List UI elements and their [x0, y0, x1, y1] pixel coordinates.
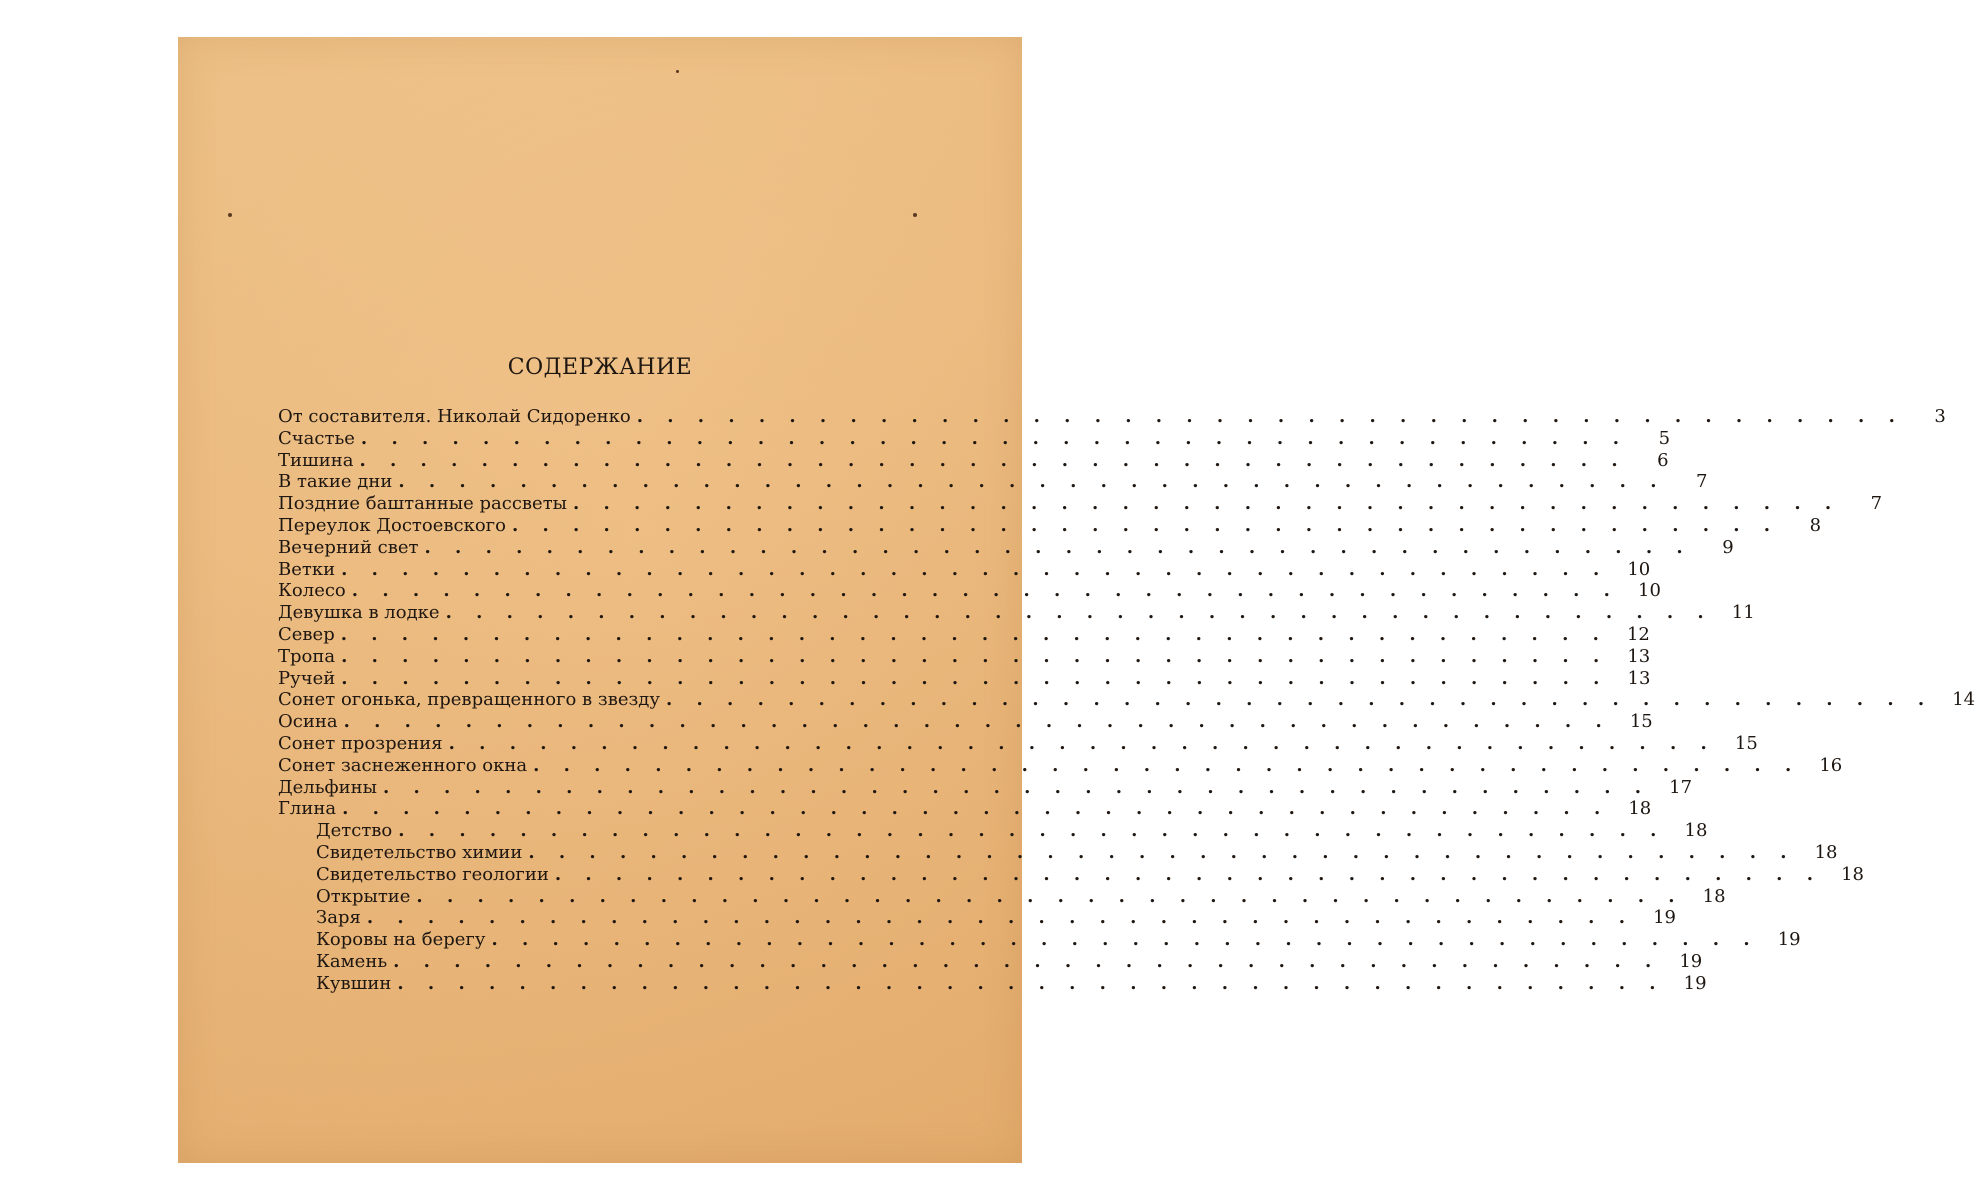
toc-entry [278, 798, 1652, 820]
toc-entry [278, 929, 1801, 951]
toc-entry-page-number: 12 [1626, 623, 1650, 645]
toc-list [278, 406, 1975, 995]
toc-entry-page-number: 16 [1819, 754, 1843, 776]
toc-entry-title: Заря [316, 907, 361, 929]
toc-entry [278, 493, 1883, 515]
toc-entry-title: Открытие [316, 885, 411, 907]
toc-dot-leader: . . . . . . . . . . . . . . . . . . . . . . . . . . . . . . . . . . . . . . . . . . [340, 623, 1608, 645]
toc-entry [278, 863, 1864, 886]
toc-entry [278, 972, 1707, 995]
toc-entry-page-number: 8 [1809, 514, 1822, 536]
book-page [178, 37, 1975, 1163]
toc-dot-leader: . . . . . . . . . . . . . . . . . . . . . . . . . . . . . . . . . . . . . . . . . . [342, 798, 1610, 820]
toc-entry-page-number: 7 [1870, 493, 1883, 515]
toc-dot-leader: . . . . . . . . . . . . . . . . . . . . . . . . . . . . . . . . . . . . . . . . . . [511, 514, 1780, 536]
toc-entry [278, 536, 1734, 559]
toc-entry-title: Свидетельство геологии [316, 863, 549, 885]
toc-dot-leader: . . . . . . . . . . . . . . . . . . . . . . . . . . . . . . . . . . . . . . . . . . [445, 602, 1713, 624]
toc-entry-title: Камень [316, 950, 388, 972]
toc-dot-leader: . . . . . . . . . . . . . . . . . . . . . . . . . . . . . . . . . . . . . . . . . . [359, 449, 1627, 471]
toc-entry [278, 950, 1703, 973]
paper-speck [913, 213, 917, 217]
toc-entry [278, 558, 1651, 581]
toc-entry [278, 602, 1755, 624]
toc-dot-leader: . . . . . . . . . . . . . . . . . . . . . . . . . . . . . . . . . . . . . . . . . . [351, 580, 1619, 602]
toc-dot-leader: . . . . . . . . . . . . . . . . . . . . . . . . . . . . . . . . . . . . . . . . . . [528, 841, 1796, 863]
toc-entry-title: Детство [316, 820, 393, 842]
toc-entry-page-number: 18 [1841, 863, 1864, 885]
toc-title: СОДЕРЖАНИЕ [507, 355, 693, 380]
toc-dot-leader: . . . . . . . . . . . . . . . . . . . . . . . . . . . . . . . . . . . . . . . . . . [572, 493, 1841, 515]
toc-entry-title: Сонет заснеженного окна [278, 754, 528, 776]
toc-dot-leader: . . . . . . . . . . . . . . . . . . . . . . . . . . . . . . . . . . . . . . . . . . [341, 645, 1609, 667]
toc-entry [278, 645, 1651, 668]
toc-entry [278, 427, 1671, 450]
toc-entry [278, 514, 1822, 537]
toc-entry-page-number: 6 [1657, 449, 1669, 471]
toc-dot-leader: . . . . . . . . . . . . . . . . . . . . . . . . . . . . . . . . . . . . . . . . . . [448, 732, 1716, 754]
toc-dot-leader: . . . . . . . . . . . . . . . . . . . . . . . . . . . . . . . . . . . . . . . . . . [398, 471, 1666, 493]
toc-entry-title: Осина [278, 711, 338, 733]
toc-entry-title: В такие дни [278, 471, 393, 493]
toc-entry-title: Тишина [278, 449, 354, 471]
toc-entry-title: Поздние баштанные рассветы [278, 493, 567, 515]
toc-entry-page-number: 3 [1934, 406, 1946, 427]
toc-entry [278, 820, 1708, 842]
toc-entry-title: Вечерний свет [278, 536, 419, 558]
toc-entry-page-number: 19 [1777, 929, 1801, 951]
toc-entry [278, 711, 1653, 733]
toc-entry-title: Свидетельство химии [316, 841, 523, 863]
toc-entry-title: От составителя. Николай Сидоренко [278, 406, 631, 427]
paper-speck [676, 70, 679, 73]
toc-entry [278, 580, 1661, 602]
toc-entry-title: Дельфины [278, 776, 377, 798]
toc-entry-page-number: 10 [1638, 580, 1661, 602]
toc-dot-leader: . . . . . . . . . . . . . . . . . . . . . . . . . . . . . . . . . . . . . . . . . . [491, 929, 1759, 951]
toc-entry-page-number: 5 [1658, 427, 1671, 449]
toc-entry-title: Коровы на берегу [316, 929, 486, 951]
toc-entry [278, 406, 1946, 428]
toc-entry [278, 907, 1676, 929]
toc-dot-leader: . . . . . . . . . . . . . . . . . . . . . . . . . . . . . . . . . . . . . . . . . . [397, 972, 1665, 994]
toc-entry [278, 667, 1651, 690]
toc-dot-leader: . . . . . . . . . . . . . . . . . . . . . . . . . . . . . . . . . . . . . . . . . . [341, 667, 1609, 689]
toc-entry [278, 471, 1708, 493]
toc-entry-title: Глина [278, 798, 337, 820]
toc-entry-page-number: 15 [1629, 711, 1653, 733]
toc-entry-title: Сонет огонька, превращенного в звезду [278, 689, 660, 711]
toc-entry-page-number: 19 [1653, 907, 1676, 929]
toc-entry [278, 732, 1758, 755]
toc-entry-page-number: 9 [1722, 536, 1734, 558]
toc-dot-leader: . . . . . . . . . . . . . . . . . . . . . . . . . . . . . . . . . . . . . . . . . . [360, 427, 1629, 449]
toc-dot-leader: . . . . . . . . . . . . . . . . . . . . . . . . . . . . . . . . . . . . . . . . . . [341, 558, 1609, 580]
toc-entry [278, 623, 1650, 646]
toc-dot-leader: . . . . . . . . . . . . . . . . . . . . . . . . . . . . . . . . . . . . . . . . . . [424, 536, 1692, 558]
toc-entry-title: Девушка в лодке [278, 602, 440, 624]
toc-entry-title: Ручей [278, 667, 336, 689]
paper-speck [228, 213, 232, 217]
toc-entry-page-number: 11 [1731, 602, 1755, 624]
toc-entry [278, 754, 1843, 777]
toc-entry-page-number: 10 [1627, 558, 1651, 580]
toc-entry-page-number: 17 [1669, 776, 1693, 798]
toc-entry [278, 449, 1669, 472]
toc-entry-page-number: 7 [1696, 471, 1708, 493]
toc-entry-page-number: 19 [1683, 972, 1707, 994]
toc-entry-page-number: 18 [1684, 820, 1708, 842]
toc-dot-leader: . . . . . . . . . . . . . . . . . . . . . . . . . . . . . . . . . . . . . . . . . . [416, 885, 1684, 907]
toc-entry-title: Счастье [278, 427, 355, 449]
toc-entry [278, 689, 1975, 711]
toc-dot-leader: . . . . . . . . . . . . . . . . . . . . . . . . . . . . . . . . . . . . . . . . . . [382, 776, 1651, 798]
toc-entry-page-number: 13 [1627, 645, 1651, 667]
toc-entry-title: Тропа [278, 645, 336, 667]
toc-dot-leader: . . . . . . . . . . . . . . . . . . . . . . . . . . . . . . . . . . . . . . . . . . [393, 950, 1661, 972]
toc-entry [278, 841, 1838, 864]
toc-dot-leader: . . . . . . . . . . . . . . . . . . . . . . . . . . . . . . . . . . . . . . . . . . [554, 863, 1822, 885]
toc-entry-title: Сонет прозрения [278, 732, 443, 754]
toc-dot-leader: . . . . . . . . . . . . . . . . . . . . . . . . . . . . . . . . . . . . . . . . . . [665, 689, 1934, 711]
toc-dot-leader: . . . . . . . . . . . . . . . . . . . . . . . . . . . . . . . . . . . . . . . . . . [343, 711, 1611, 733]
toc-dot-leader: . . . . . . . . . . . . . . . . . . . . . . . . . . . . . . . . . . . . . . . . . . [398, 820, 1666, 842]
toc-dot-leader: . . . . . . . . . . . . . . . . . . . . . . . . . . . . . . . . . . . . . . . . . . [636, 406, 1904, 427]
toc-entry-page-number: 18 [1814, 841, 1838, 863]
toc-entry-page-number: 13 [1627, 667, 1651, 689]
toc-entry-page-number: 14 [1952, 689, 1975, 711]
toc-entry-page-number: 15 [1734, 732, 1758, 754]
toc-entry-page-number: 19 [1679, 950, 1703, 972]
toc-dot-leader: . . . . . . . . . . . . . . . . . . . . . . . . . . . . . . . . . . . . . . . . . . [533, 754, 1801, 776]
toc-dot-leader: . . . . . . . . . . . . . . . . . . . . . . . . . . . . . . . . . . . . . . . . . . [366, 907, 1634, 929]
toc-entry-page-number: 18 [1628, 798, 1652, 820]
toc-entry-title: Переулок Достоевского [278, 514, 506, 536]
toc-entry [278, 885, 1726, 908]
toc-entry-title: Север [278, 623, 335, 645]
toc-entry [278, 776, 1693, 799]
toc-entry-title: Ветки [278, 558, 336, 580]
toc-entry-title: Кувшин [316, 972, 392, 994]
toc-entry-title: Колесо [278, 580, 346, 602]
toc-entry-page-number: 18 [1702, 885, 1726, 907]
